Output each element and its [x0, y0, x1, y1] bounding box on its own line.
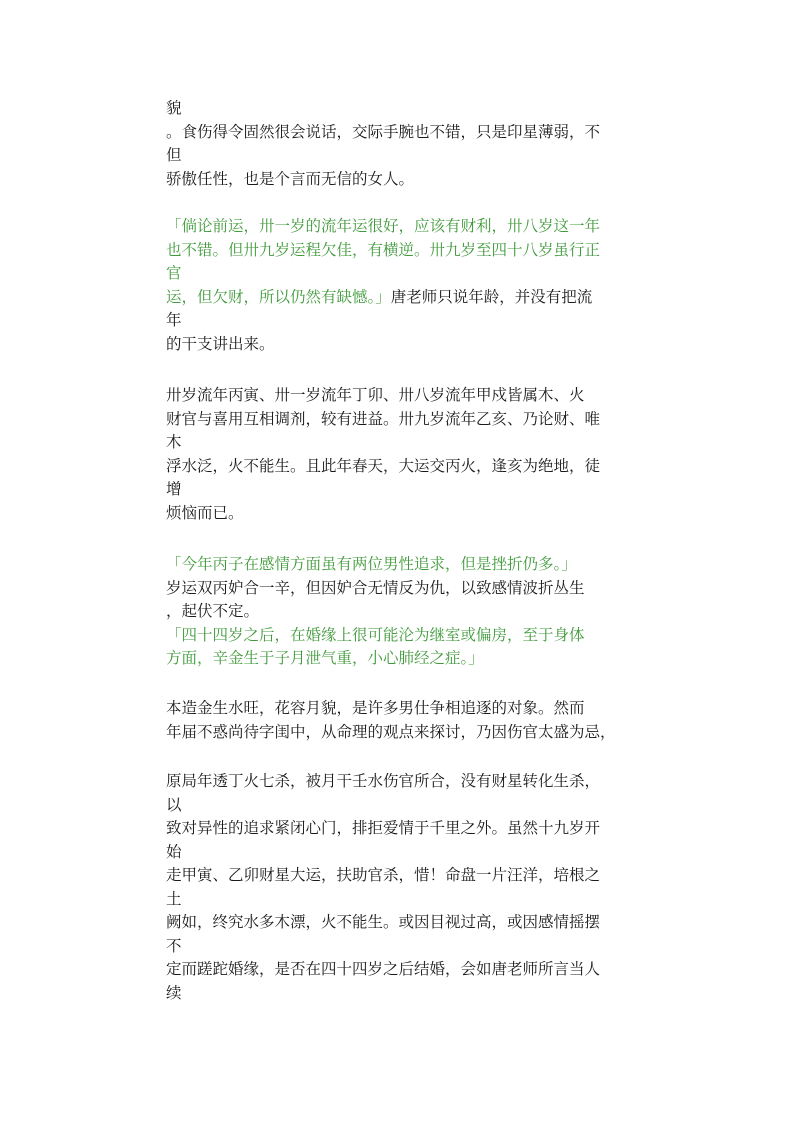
text-line: 土	[166, 889, 182, 908]
text-line: 年届不惑尚待字闺中，从命理的观点来探讨，乃因伤官太盛为忌，	[166, 722, 616, 741]
text-line: 木	[166, 433, 182, 451]
text-line: 定而蹉跎婚缘，是否在四十四岁之后结婚，会如唐老师所言当人	[166, 960, 601, 978]
text-line: 但	[166, 146, 182, 164]
text-line: 续	[166, 983, 182, 1002]
text-segment: 唐老师只说年龄，并没有把流	[390, 287, 593, 306]
text-line: 始	[166, 842, 182, 861]
text-line: 不	[166, 936, 182, 955]
paragraph-1	[166, 97, 626, 191]
text-line: 的干支讲出来。	[166, 334, 275, 353]
quote-segment: 运，但欠财，所以仍然有缺憾。」	[166, 287, 391, 306]
text-line: 。食伤得令固然很会说话，交际手腕也不错，只是印星薄弱，不	[166, 122, 601, 141]
text-line: 年	[166, 311, 182, 329]
text-line: 走甲寅、乙卯财星大运，扶助官杀，惜！命盘一片汪洋，培根之	[166, 866, 601, 884]
text-line: 财官与喜用互相调剂，较有进益。卅九岁流年乙亥、乃论财、唯	[166, 409, 601, 428]
text-line: ，起伏不定。	[166, 602, 260, 620]
text-line: 增	[166, 480, 182, 498]
text-line: 岁运双丙妒合一辛，但因妒合无情反为仇，以致感情波折丛生	[166, 578, 585, 597]
quote-line: 「倘论前运，卅一岁的流年运很好，应该有财利，卅八岁这一年	[166, 217, 601, 235]
quote-line: 方面，辛金生于子月泄气重，小心肺经之症。」	[166, 649, 484, 667]
text-line: 貌	[166, 99, 182, 117]
text-line: 卅岁流年丙寅、卅一岁流年丁卯、卅八岁流年甲戍皆属木、火	[166, 386, 585, 404]
text-line: 原局年透丁火七杀，被月干壬水伤官所合，没有财星转化生杀，	[166, 772, 601, 790]
text-line: 致对异性的追求紧闭心门，排拒爱情于千里之外。虽然十九岁开	[166, 819, 601, 837]
quote-line: 「今年丙子在感情方面虽有两位男性追求，但是挫折仍多。」	[166, 555, 577, 573]
paragraph-4	[166, 553, 626, 671]
quote-line: 也不错。但卅九岁运程欠佳，有横逆。卅九岁至四十八岁虽行正	[166, 240, 601, 259]
text-line: 烦恼而已。	[166, 503, 244, 522]
quote-line: 「四十四岁之后，在婚缘上很可能沦为继室或偏房，至于身体	[166, 625, 585, 644]
text-line: 阙如，终究水多木漂，火不能生。或因目视过高，或因感情摇摆	[166, 913, 601, 931]
paragraph-2	[166, 215, 626, 356]
text-line: 以	[166, 795, 182, 814]
text-line: 浮水泛，火不能生。且此年春天，大运交丙火，逢亥为绝地，徒	[166, 456, 601, 475]
paragraph-6	[166, 770, 626, 1005]
quote-line: 官	[166, 264, 182, 282]
mixed-line	[166, 286, 626, 310]
text-line: 骄傲任性，也是个言而无信的女人。	[166, 169, 415, 188]
text-line: 本造金生水旺，花容月貌，是许多男仕争相追逐的对象。然而	[166, 699, 585, 717]
paragraph-5	[166, 697, 626, 744]
paragraph-3	[166, 384, 626, 525]
